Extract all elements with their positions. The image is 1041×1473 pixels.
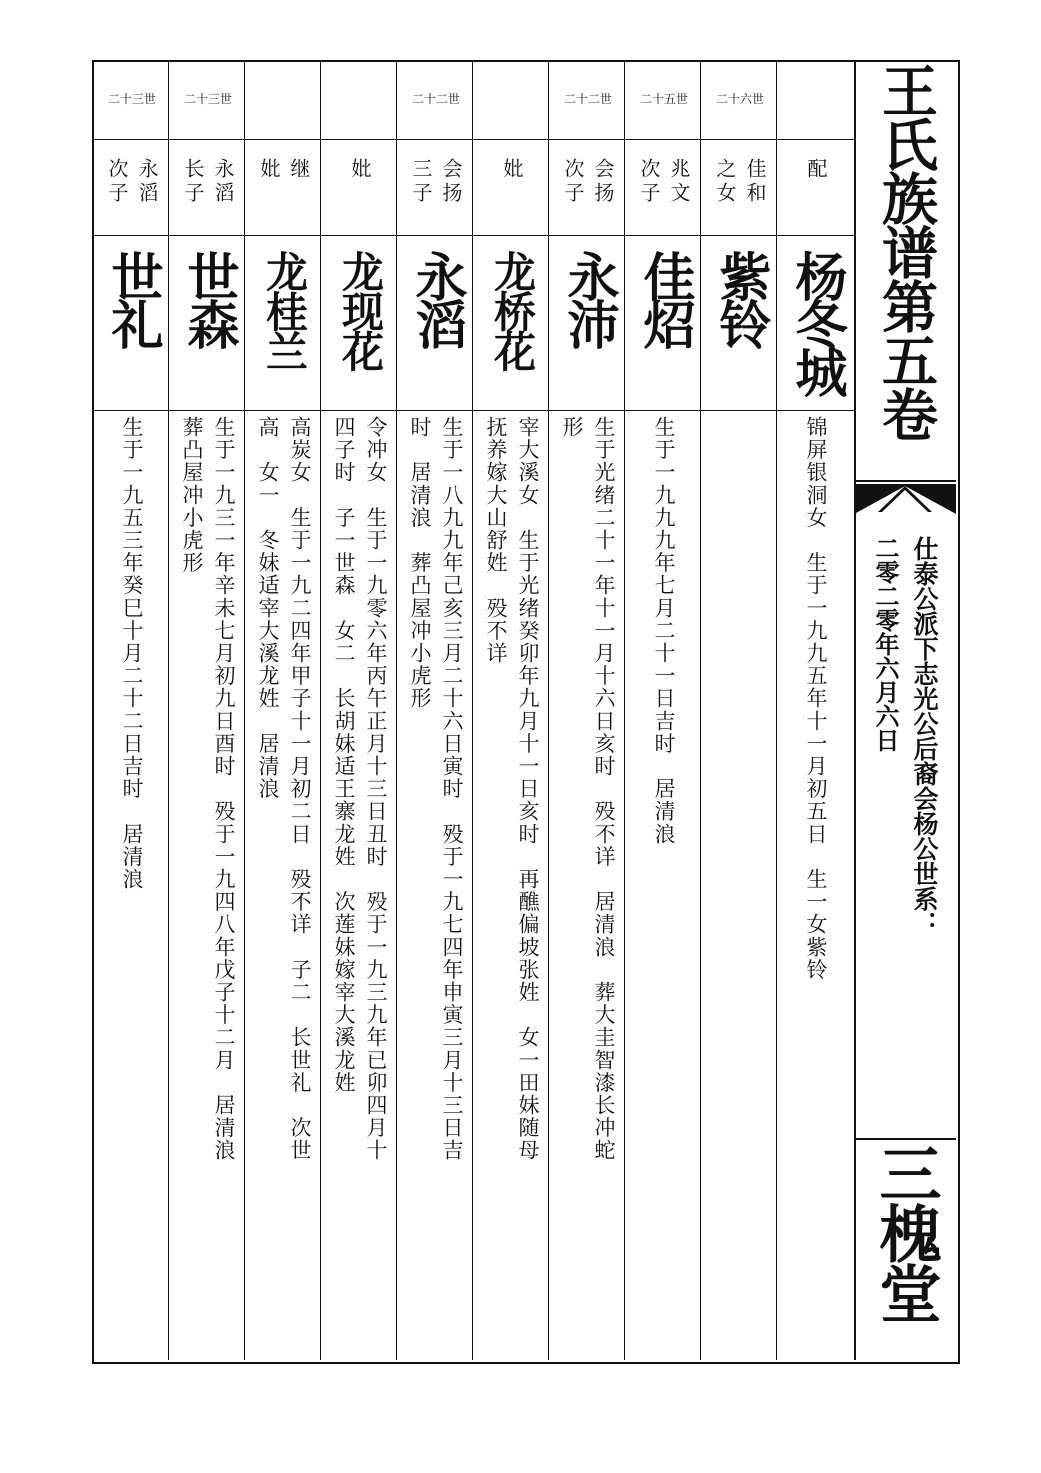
entry-column bbox=[398, 60, 474, 1360]
entry-column bbox=[474, 60, 550, 1360]
relation-text: 妣 bbox=[348, 158, 372, 182]
relation-label bbox=[170, 158, 246, 230]
relation-label bbox=[94, 158, 170, 230]
description-text: 生于一九五三年癸巳十月二十二日吉时 居清浪 bbox=[120, 416, 144, 891]
person-name-text: 龙桂兰 bbox=[260, 250, 309, 370]
relation-label bbox=[398, 158, 474, 230]
person-description bbox=[778, 416, 854, 1346]
title-strip bbox=[854, 60, 956, 1360]
person-name-text: 世森 bbox=[178, 250, 238, 346]
person-name-text: 永沛 bbox=[558, 250, 618, 346]
hall-name-text: 三槐堂 bbox=[869, 1142, 942, 1322]
hall-name bbox=[854, 1142, 956, 1358]
relation-text: 配 bbox=[804, 158, 828, 182]
entry-column bbox=[94, 60, 170, 1360]
entry-column bbox=[322, 60, 398, 1360]
description-text: 形 bbox=[560, 416, 584, 439]
relation-label bbox=[322, 158, 398, 230]
relation-label bbox=[246, 158, 322, 230]
hall-rule bbox=[854, 1138, 956, 1140]
description-text: 生于一九九九年七月二十一日吉时 居清浪 bbox=[652, 416, 676, 846]
relation-text: 次子 bbox=[561, 158, 585, 206]
entry-column bbox=[246, 60, 322, 1360]
description-text: 高 女一 冬妹适宰大溪龙姓 居清浪 bbox=[256, 416, 280, 801]
person-name-text: 永滔 bbox=[406, 250, 466, 346]
person-description bbox=[322, 416, 398, 1346]
relation-text: 佳和 bbox=[743, 158, 767, 206]
description-text: 生于一九三一年辛未七月初九日酉时 殁于一九四八年戊子十二月 居清浪 bbox=[212, 416, 236, 1162]
person-description bbox=[398, 416, 474, 1346]
relation-text: 永滔 bbox=[211, 158, 235, 206]
entry-column bbox=[170, 60, 246, 1360]
person-description bbox=[702, 416, 778, 1346]
generation-label: 二十五世 bbox=[639, 92, 688, 106]
description-text: 抚养嫁大山舒姓 殁不详 bbox=[484, 416, 508, 665]
person-name-text: 杨冬城 bbox=[786, 250, 846, 394]
relation-text: 会扬 bbox=[439, 158, 463, 206]
person-name bbox=[94, 250, 170, 346]
person-description bbox=[626, 416, 702, 1346]
person-name bbox=[626, 250, 702, 346]
person-name bbox=[550, 250, 626, 346]
lineage-text: 仕泰公派下志光公后裔会杨公世系： bbox=[910, 536, 939, 936]
person-description bbox=[474, 416, 550, 1346]
relation-label bbox=[474, 158, 550, 230]
relation-label bbox=[626, 158, 702, 230]
description-text: 宰大溪女 生于光绪癸卯年九月十一日亥时 再醮偏坡张姓 女一田妹随母 bbox=[516, 416, 540, 1162]
generation-label: 二十三世 bbox=[183, 92, 232, 106]
relation-text: 继 bbox=[287, 158, 311, 182]
person-name-text: 世礼 bbox=[102, 250, 162, 346]
person-name bbox=[246, 250, 322, 370]
relation-text: 会扬 bbox=[591, 158, 615, 206]
entry-column bbox=[550, 60, 626, 1360]
date-text: 二零二零年六月六日 bbox=[871, 536, 899, 752]
person-description bbox=[170, 416, 246, 1346]
person-description bbox=[94, 416, 170, 1346]
description-text: 四子时 子一世森 女二 长胡妹适王寨龙姓 次莲妹嫁宰大溪龙姓 bbox=[332, 416, 356, 1094]
relation-text: 次子 bbox=[105, 158, 129, 206]
banner-ornament bbox=[854, 484, 956, 514]
person-description bbox=[246, 416, 322, 1346]
description-text: 令冲女 生于一九零六年丙午正月十三日丑时 殁于一九三九年已卯四月十 bbox=[364, 416, 388, 1162]
relation-text: 妣 bbox=[257, 158, 281, 182]
person-description bbox=[550, 416, 626, 1346]
relation-text: 长子 bbox=[181, 158, 205, 206]
generation-label: 二十二世 bbox=[411, 92, 460, 106]
person-name-text: 佳炤 bbox=[634, 250, 694, 346]
person-name bbox=[322, 250, 398, 370]
title-banner bbox=[854, 484, 956, 508]
generation-label: 二十二世 bbox=[563, 92, 612, 106]
book-title-text: 王氏族谱第五卷 bbox=[873, 62, 938, 440]
relation-label bbox=[550, 158, 626, 230]
relation-text: 三子 bbox=[409, 158, 433, 206]
person-name bbox=[398, 250, 474, 346]
description-text: 生于光绪二十一年十一月十六日亥时 殁不详 居清浪 葬大圭智漆长冲蛇 bbox=[592, 416, 616, 1162]
relation-label bbox=[702, 158, 778, 230]
title-rule bbox=[854, 480, 956, 482]
person-name bbox=[170, 250, 246, 346]
description-text: 时 居清浪 葬凸屋冲小虎形 bbox=[408, 416, 432, 710]
person-name bbox=[778, 250, 854, 394]
description-text: 锦屏银洞女 生于一九九五年十一月初五日 生一女紫铃 bbox=[804, 416, 828, 981]
generation-label: 二十六世 bbox=[715, 92, 764, 106]
description-text: 高炭女 生于一九二四年甲子十一月初二日 殁不详 子二 长世礼 次世 bbox=[288, 416, 312, 1162]
description-text: 生于一八九九年己亥三月二十六日寅时 殁于一九七四年申寅三月十三日吉 bbox=[440, 416, 464, 1162]
entry-column bbox=[778, 60, 854, 1360]
genealogy-page bbox=[92, 60, 958, 1362]
relation-text: 妣 bbox=[500, 158, 524, 182]
relation-label bbox=[778, 158, 854, 230]
relation-text: 之女 bbox=[713, 158, 737, 206]
generation-label: 二十三世 bbox=[107, 92, 156, 106]
person-name bbox=[474, 250, 550, 370]
relation-text: 永滔 bbox=[135, 158, 159, 206]
entry-column bbox=[702, 60, 778, 1360]
person-name bbox=[702, 250, 778, 346]
person-name-text: 龙现花 bbox=[336, 250, 385, 370]
lineage-block bbox=[854, 536, 956, 1136]
entry-column bbox=[626, 60, 702, 1360]
description-text: 葬凸屋冲小虎形 bbox=[180, 416, 204, 575]
relation-text: 次子 bbox=[637, 158, 661, 206]
person-name-text: 紫铃 bbox=[710, 250, 770, 346]
relation-text: 兆文 bbox=[667, 158, 691, 206]
person-name-text: 龙桥花 bbox=[488, 250, 537, 370]
book-title bbox=[854, 62, 956, 482]
